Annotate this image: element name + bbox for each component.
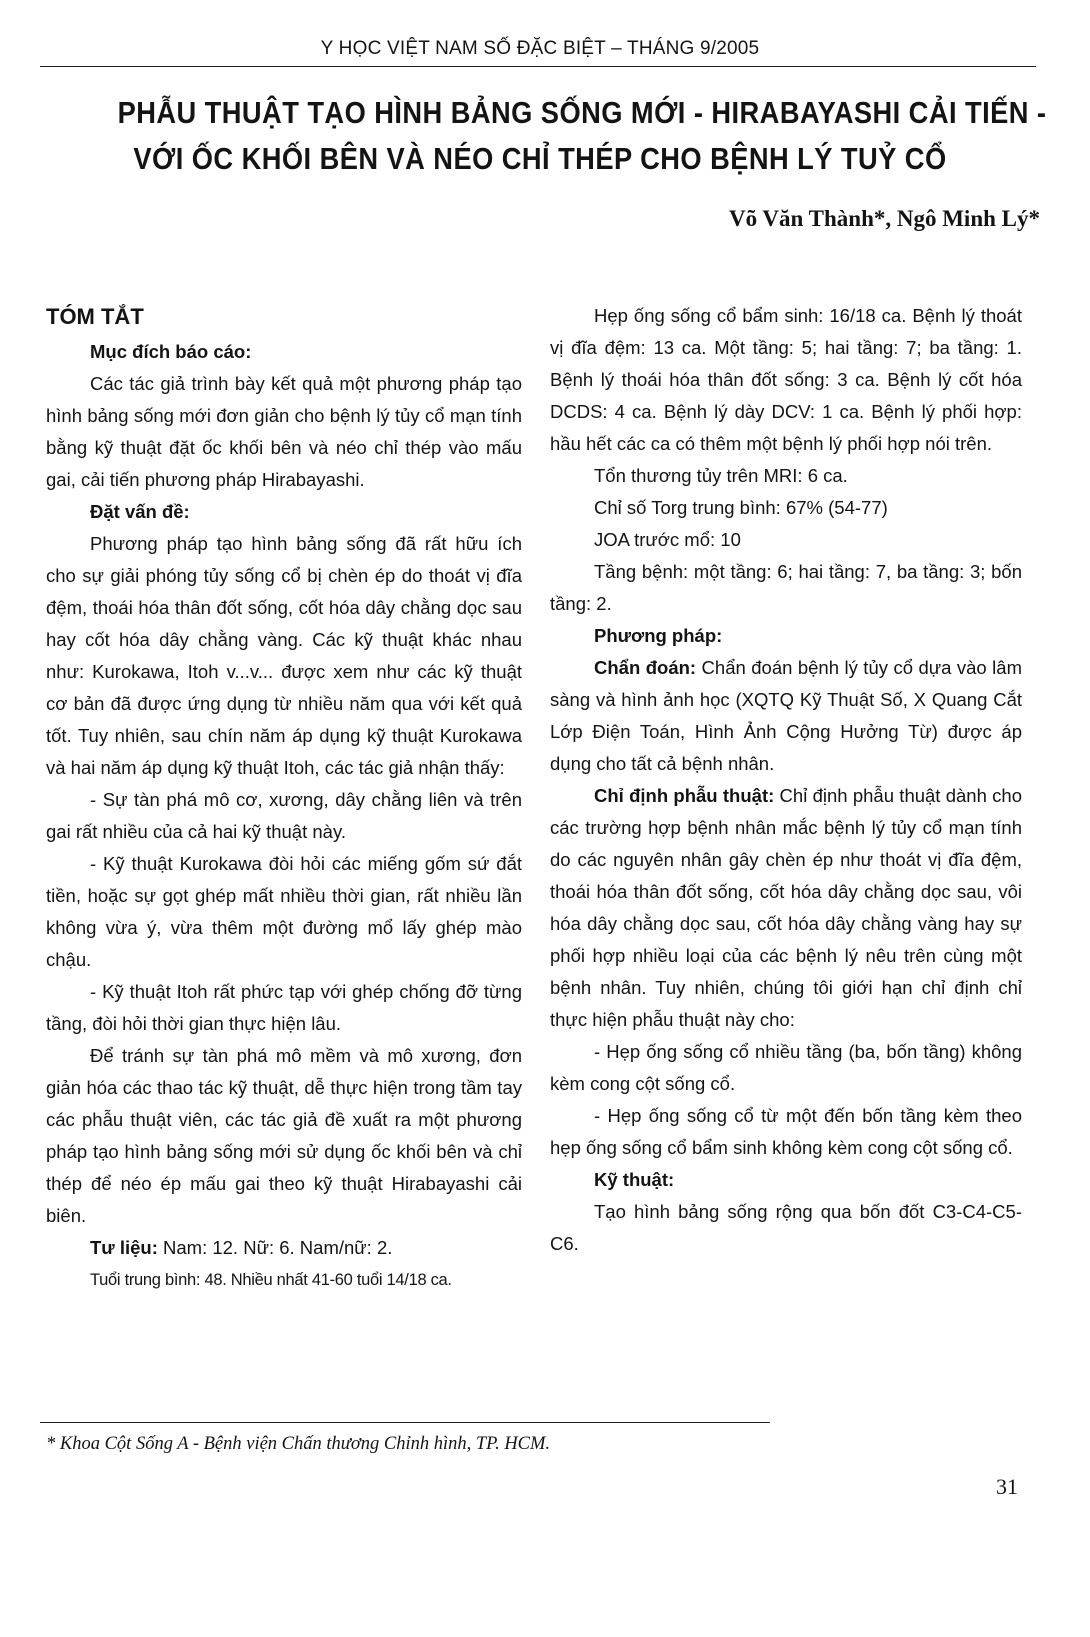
- mri-line: Tổn thương tủy trên MRI: 6 ca.: [594, 465, 848, 486]
- method-heading: Phương pháp:: [594, 625, 723, 646]
- case-stats-paragraph: Hẹp ống sống cổ bẩm sinh: 16/18 ca. Bệnh lý thoát vị đĩa đệm: 13 ca. Một tầng: 5; hai tầng: 7; ba tầng: 1. Bệnh lý thoái hóa thân đốt sống: 3 ca. Bệnh lý cốt hóa DCDS: 4 ca. Bệnh lý dày DCV: 1 ca. Bệnh lý phối hợp: hầu hết các ca có thêm một bệnh lý phối hợp nói trên.: [550, 305, 1022, 454]
- indication-bullet-1: - Hẹp ống sống cổ nhiều tầng (ba, bốn tầng) không kèm cong cột sống cổ.: [550, 1041, 1022, 1094]
- article-title: [117, 90, 1047, 182]
- indication-paragraph: [550, 780, 1022, 1036]
- technique-heading: Kỹ thuật:: [594, 1169, 675, 1190]
- indication-label: Chỉ định phẫu thuật:: [594, 785, 775, 806]
- header-rule: [40, 66, 1036, 67]
- article-title-line-2: VỚI ỐC KHỐI BÊN VÀ NÉO CHỈ THÉP CHO BỆNH LÝ TUỶ CỔ: [133, 141, 947, 176]
- torg-line: Chỉ số Torg trung bình: 67% (54-77): [594, 497, 888, 518]
- running-header: Y HỌC VIỆT NAM SỐ ĐẶC BIỆT – THÁNG 9/2005: [320, 38, 760, 59]
- levels-line: Tầng bệnh: một tầng: 6; hai tầng: 7, ba tầng: 3; bốn tầng: 2.: [550, 561, 1022, 614]
- authors: Võ Văn Thành*, Ngô Minh Lý*: [728, 206, 1040, 231]
- page-number: 31: [996, 1474, 1018, 1499]
- right-column: [550, 300, 1022, 1260]
- footnote-rule: [40, 1422, 770, 1423]
- drawback-bullet-3: - Kỹ thuật Itoh rất phức tạp với ghép chống đỡ từng tầng, đòi hỏi thời gian thực hiện lâu.: [46, 981, 522, 1034]
- indication-text: Chỉ định phẫu thuật dành cho các trường hợp bệnh nhân mắc bệnh lý tủy cổ mạn tính do các nguyên nhân gây chèn ép như thoát vị đĩa đệm, thoái hóa thân đốt sống, cốt hóa dây chằng dọc sau, vôi hóa dây chằng dọc sau, cốt hóa dây chằng vàng hay sự phối hợp nhiều loại của các bệnh lý nêu trên cùng một bệnh nhân. Tuy nhiên, chúng tôi giới hạn chỉ định chỉ thực hiện phẫu thuật này cho:: [550, 785, 1023, 1030]
- left-column: [46, 300, 522, 1296]
- materials-line: [46, 1232, 522, 1264]
- diagnosis-paragraph: [550, 652, 1022, 780]
- materials-heading: Tư liệu:: [90, 1237, 158, 1258]
- proposal-paragraph: Để tránh sự tàn phá mô mềm và mô xương, đơn giản hóa các thao tác kỹ thuật, dễ thực hiện trong tầm tay các phẫu thuật viên, các tác giả đề xuất ra một phương pháp tạo hình bảng sống mới sử dụng ốc khối bên và chỉ thép để néo ép mấu gai theo kỹ thuật Hirabayashi cải biên.: [46, 1045, 522, 1226]
- materials-text: Nam: 12. Nữ: 6. Nam/nữ: 2.: [157, 1237, 393, 1258]
- purpose-heading: Mục đích báo cáo:: [90, 341, 252, 362]
- problem-heading: Đặt vấn đề:: [90, 501, 190, 522]
- problem-paragraph: Phương pháp tạo hình bảng sống đã rất hữu ích cho sự giải phóng tủy sống cổ bị chèn ép do thoát vị đĩa đệm, thoái hóa thân đốt sống, cốt hóa dây chằng dọc sau hay cốt hóa dây chằng vàng. Các kỹ thuật khác nhau như: Kurokawa, Itoh v...v... được xem như các kỹ thuật cơ bản đã được ứng dụng từ nhiều năm qua với kết quả tốt. Tuy nhiên, sau chín năm áp dụng kỹ thuật Kurokawa và hai năm áp dụng kỹ thuật Itoh, các tác giả nhận thấy:: [46, 533, 522, 778]
- diagnosis-label: Chẩn đoán:: [594, 657, 697, 678]
- drawback-bullet-1: - Sự tàn phá mô cơ, xương, dây chằng liên và trên gai rất nhiều của cả hai kỹ thuật này.: [46, 789, 522, 842]
- joa-line: JOA trước mổ: 10: [594, 529, 741, 550]
- technique-paragraph: Tạo hình bảng sống rộng qua bốn đốt C3-C4-C5-C6.: [550, 1201, 1022, 1254]
- diagnosis-text: Chẩn đoán bệnh lý tủy cổ dựa vào lâm sàng và hình ảnh học (XQTQ Kỹ Thuật Số, X Quang Cắt Lớp Điện Toán, Hình Ảnh Cộng Hưởng Từ) được áp dụng cho tất cả bệnh nhân.: [550, 657, 1022, 774]
- age-line: Tuổi trung bình: 48. Nhiều nhất 41-60 tuổi 14/18 ca.: [90, 1271, 452, 1289]
- drawback-bullet-2: - Kỹ thuật Kurokawa đòi hỏi các miếng gốm sứ đắt tiền, hoặc sự gọt ghép mất nhiều thời gian, rất nhiều lần không vừa ý, vừa thêm một đường mổ lấy ghép mào chậu.: [46, 853, 522, 970]
- footnote: * Khoa Cột Sống A - Bệnh viện Chấn thương Chỉnh hình, TP. HCM.: [46, 1434, 551, 1454]
- indication-bullet-2: - Hẹp ống sống cổ từ một đến bốn tầng kèm theo hẹp ống sống cổ bẩm sinh không kèm cong cột sống cổ.: [550, 1105, 1022, 1158]
- purpose-paragraph: Các tác giả trình bày kết quả một phương pháp tạo hình bảng sống mới đơn giản cho bệnh lý tủy cổ mạn tính bằng kỹ thuật đặt ốc khối bên và néo chỉ thép vào mấu gai, cải tiến phương pháp Hirabayashi.: [46, 373, 522, 490]
- abstract-heading: TÓM TẮT: [46, 304, 144, 329]
- article-title-line-1: PHẪU THUẬT TẠO HÌNH BẢNG SỐNG MỚI - HIRABAYASHI CẢI TIẾN -: [117, 95, 1047, 130]
